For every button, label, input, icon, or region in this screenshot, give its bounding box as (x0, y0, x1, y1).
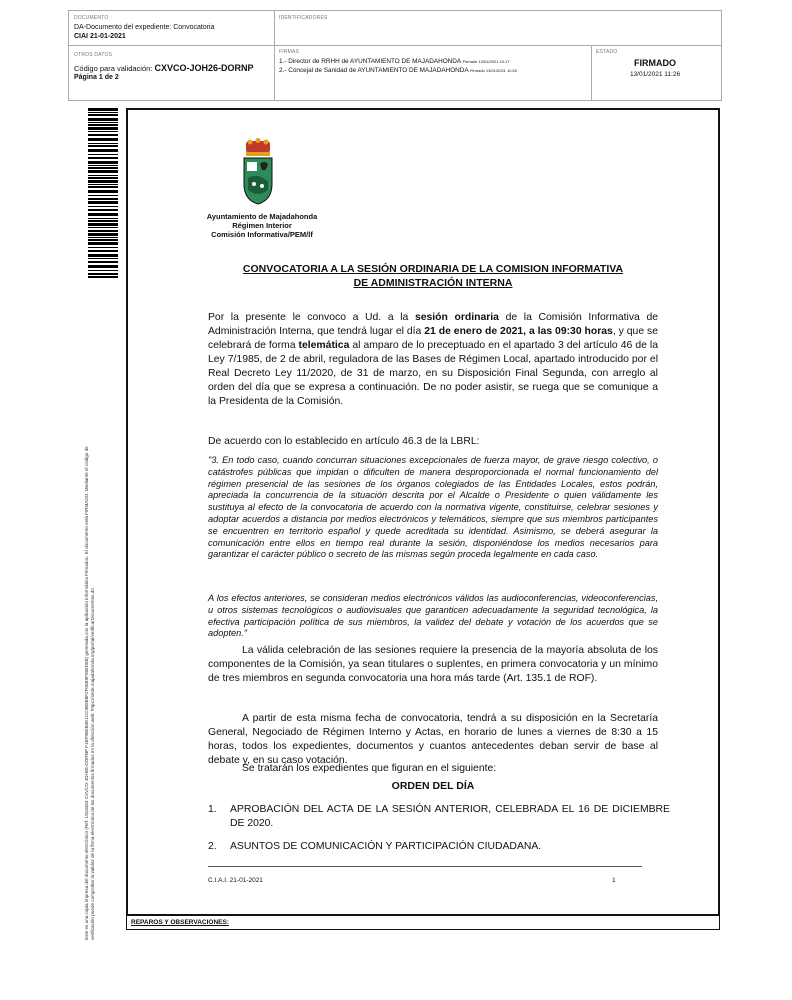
identificadores-label: IDENTIFICADORES (279, 15, 328, 21)
documento-line1: DA-Documento del expediente: Convocatoria (74, 24, 215, 31)
footer-reference: C.I.A.I. 21-01-2021 (208, 877, 263, 884)
verification-note (84, 80, 96, 940)
codigo-value: CXVCO-JOH26-DORNP (154, 63, 254, 73)
organization-block (192, 212, 332, 239)
verification-line-2: verificación puede comprobar la validez de la firma electrónica de los documentos firmados en la dirección web: https://sede.majadahonda.org/portal/verificarDocumentos.do (90, 588, 95, 940)
p1-text-c: de la Comisión Informativa de Administración Interna, que tendrá lugar el día (208, 312, 659, 337)
agenda-item-text: APROBACIÓN DEL ACTA DE LA SESIÓN ANTERIOR, CELEBRADA EL 16 DE DICIEMBRE DE 2020. (230, 804, 670, 829)
paragraph-convocatoria (208, 311, 658, 409)
divider (69, 45, 721, 46)
agenda-item (208, 803, 670, 833)
agenda-item (208, 840, 670, 856)
firmas-label: FIRMAS (279, 49, 300, 55)
pagina-label: Página 1 de 2 (74, 74, 119, 81)
paragraph-disposicion: A partir de esta misma fecha de convocatoria, tendrá a su disposición en la Secretaría General, Negociado de Régimen Interno y Actas, en horario de lunes a viernes de 8:30 a 15 horas, todos los expedientes, documentos y cuantos antecedentes deban servir de base al debate y, en su caso votación. (208, 713, 658, 766)
quote-article-1: "3. En todo caso, cuando concurran situaciones excepcionales de fuerza mayor, de grave riesgo colectivo, o catástrofes públicas que impidan o dificulten de manera desproporcionada el normal funcionamiento del régimen presencial de las sesiones de los órganos colegiados de las Entidades Locales, estos podrán, apreciada la concurrencia de la situación descrita por el Alcalde o Presidente o quien válidamente les sustituya al efecto de la convocatoria de acuerdo con la normativa vigente, constituirse, celebrar sesiones y adoptar acuerdos a distancia por medios electrónicos y telemáticos, siempre que sus miembros participantes se encuentren en territorio español y quede acreditada su identidad. Asimismo, se deberá asegurar la comunicación entre ellos en tiempo real durante la sesión, disponiéndose los medios necesarios para garantizar el carácter público o secreto de las mismas según proceda legalmente en cada caso. (208, 455, 658, 560)
reparos-box: REPAROS Y OBSERVACIONES: (126, 916, 720, 930)
firma-2-date: Firmado 13/01/2021 11:26 (470, 68, 517, 73)
paragraph-quorum: La válida celebración de las sesiones requiere la presencia de la mayoría absoluta de los componentes de la Comisión, ya sean titulares o suplentes, en primera convocatoria y un mínimo de tres miembros en segunda convocatoria una hora más tarde (Art. 135.1 de ROF). (208, 645, 658, 684)
firma-2-text: 2.- Concejal de Sanidad de AYUNTAMIENTO DE MAJADAHONDA (279, 67, 469, 74)
p1-text-a: Por la presente le convoco a Ud. a la (208, 312, 415, 323)
verification-line-1: Este es una copia impresa del documento electrónico (Ref: 1918463 CXVCO-JOH26-DORNP F1BF9B5B4E1CC9B5B8F2F05B9F085D0B) generada con la aplicación informática Firmadoc. El documento está FIRMADO. Mediante el código de (84, 446, 89, 940)
estado-value: FIRMADO (634, 58, 676, 68)
otros-datos-label: OTROS DATOS (74, 52, 113, 58)
org-line-2: Régimen Interior (232, 221, 292, 230)
orden-del-dia-title: ORDEN DEL DÍA (391, 780, 475, 792)
documento-line2: CIAI 21-01-2021 (74, 33, 126, 40)
agenda-item-number: 1. (208, 804, 217, 815)
documento-label: DOCUMENTO (74, 15, 109, 21)
municipal-crest-logo (240, 138, 276, 206)
paragraph-lbrl: De acuerdo con lo establecido en artículo 46.3 de la LBRL: (208, 436, 480, 447)
title-line-1: CONVOCATORIA A LA SESIÓN ORDINARIA DE LA COMISION INFORMATIVA (242, 263, 624, 275)
p1-text-e: , y que se celebrará de forma (208, 326, 658, 351)
firma-1 (279, 58, 510, 65)
p1-bold-fecha: 21 de enero de 2021, a las 09:30 horas (424, 326, 613, 337)
signature-header (68, 10, 722, 101)
codigo-validacion (74, 63, 254, 73)
quote-article-2: A los efectos anteriores, se consideran medios electrónicos válidos las audioconferencias, videoconferencias, u otros sistemas tecnológicos o audiovisuales que garanticen adecuadamente la seguridad tecnológica, la efectiva participación política de sus miembros, la validez del debate y votación de los acuerdos que se adopten." (208, 593, 658, 639)
footer-page-number: 1 (612, 877, 616, 884)
document-title (196, 262, 670, 290)
footer-rule (208, 866, 642, 867)
p1-text-g: al amparo de lo preceptuado en el apartado 3 del artículo 46 de la Ley 7/1985, de 2 de abril, reguladora de las Bases de Régimen Local, apartado introducido por el Real Decreto Ley 11/2020, de 31 de marzo, en su Disposición Final Segunda, con arreglo al orden del día que se expresa a continuación. De no poder asistir, se ruega que se comunique a la Presidenta de la Comisión. (208, 340, 658, 407)
agenda-item-text: ASUNTOS DE COMUNICACIÓN Y PARTICIPACIÓN CIUDADANA. (230, 841, 542, 852)
title-line-2: DE ADMINISTRACIÓN INTERNA (353, 277, 513, 289)
agenda-item-number: 2. (208, 841, 217, 852)
p1-bold-sesion: sesión ordinaria (414, 312, 499, 323)
paragraph-expedientes: Se tratarán los expedientes que figuran en el siguiente: (242, 763, 497, 774)
divider (591, 45, 592, 100)
firma-2 (279, 67, 517, 74)
estado-label: ESTADO (596, 49, 618, 55)
divider (274, 11, 275, 100)
p1-bold-telematica: telemática (298, 340, 350, 351)
estado-date: 13/01/2021 11:26 (629, 71, 681, 78)
org-line-3: Comisión Informativa/PEM/lf (211, 230, 313, 239)
codigo-prefix: Código para validación: (74, 64, 153, 73)
firma-1-text: 1.- Director de RRHH de AYUNTAMIENTO DE MAJADAHONDA (279, 58, 461, 65)
firma-1-date: Firmado 13/01/2021 10:17 (462, 59, 510, 64)
org-line-1: Ayuntamiento de Majadahonda (206, 212, 318, 221)
